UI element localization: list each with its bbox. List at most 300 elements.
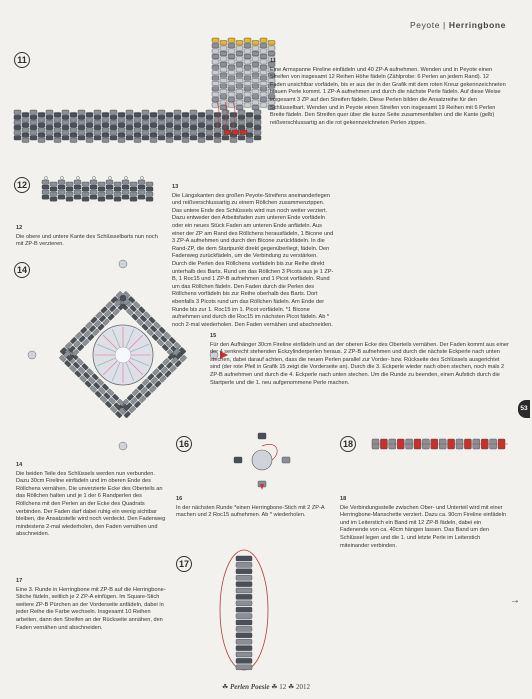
strip-bead	[22, 138, 29, 143]
beard-bead	[244, 43, 251, 48]
strip-bead	[254, 125, 261, 130]
corner-bicone	[119, 442, 127, 450]
strip-bead	[86, 118, 93, 123]
strip-bead	[182, 138, 189, 143]
strip-bead	[142, 125, 149, 130]
beard-bead	[252, 78, 259, 83]
beard-bead	[122, 180, 129, 184]
beard-bead	[252, 57, 259, 62]
beard-bead	[236, 62, 243, 67]
beard-bead	[66, 192, 73, 196]
step-16-text	[176, 496, 336, 520]
beard-bead	[244, 49, 251, 54]
beard-bead	[212, 92, 219, 97]
strip-bead	[134, 113, 141, 118]
edge-bead	[44, 176, 47, 179]
strip-bead	[86, 128, 93, 133]
beard-bead	[260, 38, 267, 43]
strip-bead	[150, 138, 157, 143]
footer-year: 2012	[296, 683, 311, 691]
strip-bead	[38, 133, 45, 138]
beard-bead	[244, 76, 251, 81]
strip-bead	[230, 138, 237, 143]
strip-bead	[94, 130, 101, 135]
beard-bead	[236, 105, 243, 110]
strip-bead	[238, 110, 245, 115]
loop-bead	[236, 569, 252, 574]
beard-bead	[236, 57, 243, 62]
edge-bead	[140, 176, 143, 179]
beard-bead	[268, 41, 275, 46]
beard-bead	[244, 65, 251, 70]
step-16-number: 16	[176, 436, 192, 452]
page-header: Peyote | Herringbone	[409, 20, 506, 30]
loop-bead	[236, 658, 252, 663]
strip-bead	[214, 118, 221, 123]
step-11-title: 11	[270, 58, 276, 64]
step-12-number: 12	[14, 177, 30, 193]
step-12-text	[16, 225, 161, 249]
beard-bead	[228, 70, 235, 75]
beard-bead	[252, 95, 259, 100]
beard-bead	[98, 187, 105, 191]
strip-bead	[222, 120, 229, 125]
loop-bead	[236, 607, 252, 612]
strip-bead	[238, 136, 245, 141]
beard-bead	[260, 76, 267, 81]
step-18-number: 18	[340, 436, 356, 452]
beard-bead	[82, 187, 89, 191]
strip-bead	[174, 130, 181, 135]
strip-bead	[230, 113, 237, 118]
loop-bead	[236, 601, 252, 606]
header-technique-peyote: Peyote	[409, 20, 441, 30]
strip-bead	[70, 138, 77, 143]
strip-bead	[70, 118, 77, 123]
edge-bead	[76, 176, 79, 179]
strip-bead	[110, 110, 117, 115]
strip-bead	[214, 113, 221, 118]
strip-bead	[134, 133, 141, 138]
step-15-title: 15	[210, 333, 217, 339]
edge-bead	[92, 176, 95, 179]
strip-bead	[70, 133, 77, 138]
step-17-body: Eine 3. Runde in Herringbone mit ZP-B auf die Herringbone-Stiche fädeln, seitlich je 2 ZP-A einfügen. Im Square-Stich weitere ZP-B Pürchen an der Vorderseite anfädeln, dabei in jeder Reihe die Farbe wechseln. Insgesamt 10 Reihen arbeiten, dann den Streifen an der Rückseite annähen, den Faden vernähen und abschneiden.	[16, 586, 166, 631]
strip-bead	[30, 136, 37, 141]
header-technique-herringbone: Herringbone	[448, 20, 506, 30]
strip-bead	[30, 120, 37, 125]
loop-bead	[236, 556, 252, 561]
strip-bead	[30, 130, 37, 135]
strip-bead	[190, 130, 197, 135]
strip-bead	[110, 125, 117, 130]
beard-bead	[228, 97, 235, 102]
beard-bead	[106, 195, 113, 199]
strip-bead	[70, 123, 77, 128]
step-16-body: In der nächsten Runde *einen Herringbone-Stich mit 2 ZP-A machen und 2 Roc15 aufnehmen. Ab * wiederholen.	[176, 504, 325, 519]
strip-bead	[54, 113, 61, 118]
step-15-text	[210, 333, 510, 387]
strip-bead	[62, 115, 69, 120]
strip-bead	[118, 113, 125, 118]
strip-bead	[126, 115, 133, 120]
strip-bead	[182, 123, 189, 128]
beard-bead	[90, 195, 97, 199]
strip-bead	[166, 138, 173, 143]
strip-bead	[182, 128, 189, 133]
strip-bead	[174, 120, 181, 125]
strip-bead	[86, 133, 93, 138]
beard-bead	[138, 195, 145, 199]
strip-bead	[110, 115, 117, 120]
beard-bead	[220, 62, 227, 67]
beard-bead	[66, 182, 73, 186]
strip-bead	[118, 133, 125, 138]
strip-bead	[102, 138, 109, 143]
strip-bead	[30, 115, 37, 120]
strip-bead	[118, 123, 125, 128]
strip-bead	[14, 120, 21, 125]
beard-bead	[260, 65, 267, 70]
strip-bead	[110, 130, 117, 135]
strip-bead	[54, 138, 61, 143]
strip-bead	[54, 133, 61, 138]
strip-bead	[78, 120, 85, 125]
strip-bead	[246, 118, 253, 123]
beard-bead	[220, 100, 227, 105]
beard-bead	[252, 73, 259, 78]
beard-bead	[228, 49, 235, 54]
strip-bead	[14, 125, 21, 130]
loop-bead	[236, 646, 252, 651]
beard-bead	[212, 81, 219, 86]
strip-bead	[78, 130, 85, 135]
strip-bead	[86, 113, 93, 118]
beard-bead	[82, 192, 89, 196]
beard-bead	[220, 57, 227, 62]
strip-bead	[102, 133, 109, 138]
beard-bead	[42, 185, 49, 189]
beard-bead	[260, 70, 267, 75]
strip-bead	[158, 125, 165, 130]
beard-bead	[236, 73, 243, 78]
footer-brand: Perlen Poesie	[230, 683, 270, 691]
strip-bead	[110, 136, 117, 141]
beard-bead	[66, 187, 73, 191]
strip-bead	[102, 113, 109, 118]
beard-bead	[122, 190, 129, 194]
beard-bead	[122, 195, 129, 199]
beard-bead	[58, 185, 65, 189]
strip-bead	[198, 128, 205, 133]
beard-bead	[58, 180, 65, 184]
loop-bead	[236, 633, 252, 638]
strip-bead	[86, 138, 93, 143]
footer-issue: 12	[279, 683, 287, 691]
beard-bead	[268, 46, 275, 51]
loop-bead	[236, 575, 252, 580]
strip-bead	[78, 110, 85, 115]
strip-bead	[142, 130, 149, 135]
beard-bead	[228, 92, 235, 97]
strip-bead	[150, 133, 157, 138]
strip-bead	[198, 123, 205, 128]
strip-bead	[118, 138, 125, 143]
beard-bead	[114, 192, 121, 196]
beard-bead	[50, 197, 57, 201]
beard-bead	[212, 60, 219, 65]
beard-bead	[244, 70, 251, 75]
strip-bead	[174, 110, 181, 115]
bicone-bead	[252, 450, 272, 470]
strip-bead	[62, 110, 69, 115]
strip-bead	[38, 138, 45, 143]
strip-bead	[46, 130, 53, 135]
strip-bead	[222, 136, 229, 141]
strip-bead	[142, 120, 149, 125]
strip-bead	[134, 138, 141, 143]
loop-bead	[236, 620, 252, 625]
beard-bead	[212, 65, 219, 70]
beard-bead	[252, 89, 259, 94]
strip-bead	[166, 128, 173, 133]
strip-bead	[142, 136, 149, 141]
beard-bead	[228, 81, 235, 86]
strip-bead	[158, 110, 165, 115]
figure-18-ladder-band	[372, 436, 512, 452]
strip-bead	[62, 136, 69, 141]
strip-bead	[158, 120, 165, 125]
page-number-tab: 53	[518, 400, 530, 418]
step-11-text	[270, 58, 506, 127]
strip-bead	[142, 110, 149, 115]
strip-bead	[198, 138, 205, 143]
strip-bead	[38, 128, 45, 133]
step-18-title: 18	[340, 496, 347, 502]
strip-bead	[94, 115, 101, 120]
beard-bead	[260, 54, 267, 59]
beard-bead	[212, 54, 219, 59]
beard-bead	[212, 87, 219, 92]
strip-bead	[134, 123, 141, 128]
beard-bead	[74, 190, 81, 194]
strip-bead	[62, 125, 69, 130]
beard-bead	[130, 187, 137, 191]
beard-bead	[130, 197, 137, 201]
beard-bead	[236, 78, 243, 83]
strip-bead	[38, 123, 45, 128]
strip-bead	[54, 123, 61, 128]
beard-bead	[114, 182, 121, 186]
beard-bead	[106, 185, 113, 189]
strip-bead	[62, 120, 69, 125]
beard-bead	[114, 197, 121, 201]
strip-bead	[254, 136, 261, 141]
strip-bead	[86, 123, 93, 128]
beard-bead	[138, 190, 145, 194]
strip-bead	[166, 123, 173, 128]
strip-bead	[254, 115, 261, 120]
step-18-body: Die Verbindungsstelle zwischen Ober- und Unterteil wird mit einer Herringbone-Manschette verziert. Dazu ca. 90cm Fireline einfädeln und im Leiterstich ein Band mit 12 ZP-B fädeln, dabei ein Fadenende von ca. 40cm hängen lassen. Das Band um den Schlüssel legen und die 1. und letzte Perle im Leiterstich miteinander verbinden.	[340, 504, 507, 549]
strip-bead	[206, 130, 213, 135]
beard-bead	[244, 92, 251, 97]
beard-bead	[146, 192, 153, 196]
beard-bead	[260, 81, 267, 86]
strip-bead	[70, 113, 77, 118]
beard-bead	[130, 192, 137, 196]
strip-bead	[14, 110, 21, 115]
step-14-title: 14	[16, 462, 23, 468]
beard-bead	[74, 180, 81, 184]
strip-bead	[174, 125, 181, 130]
beard-bead	[74, 185, 81, 189]
red-marker-bead	[224, 130, 231, 135]
beard-bead	[212, 38, 219, 43]
strip-bead	[190, 136, 197, 141]
strip-bead	[118, 128, 125, 133]
strip-bead	[78, 125, 85, 130]
strip-bead	[46, 110, 53, 115]
strip-bead	[222, 110, 229, 115]
strip-bead	[238, 115, 245, 120]
loop-bead	[236, 614, 252, 619]
strip-bead	[78, 136, 85, 141]
beard-bead	[260, 97, 267, 102]
strip-bead	[30, 125, 37, 130]
beard-bead	[252, 84, 259, 89]
edge-bead	[108, 176, 111, 179]
beard-bead	[244, 81, 251, 86]
beard-bead	[236, 68, 243, 73]
beard-bead	[106, 180, 113, 184]
step-14-text	[16, 462, 166, 539]
strip-bead	[222, 115, 229, 120]
strip-bead	[134, 118, 141, 123]
beard-bead	[74, 195, 81, 199]
strip-bead	[70, 128, 77, 133]
strip-bead	[246, 138, 253, 143]
beard-bead	[212, 97, 219, 102]
strip-bead	[94, 110, 101, 115]
beard-bead	[220, 84, 227, 89]
loop-bead	[236, 594, 252, 599]
strip-bead	[94, 136, 101, 141]
strip-bead	[238, 125, 245, 130]
strip-bead	[198, 113, 205, 118]
beard-bead	[260, 43, 267, 48]
strip-bead	[110, 120, 117, 125]
strip-bead	[94, 120, 101, 125]
beard-bead	[42, 180, 49, 184]
strip-bead	[158, 115, 165, 120]
beard-bead	[228, 60, 235, 65]
strip-bead	[118, 118, 125, 123]
loop-bead	[236, 639, 252, 644]
strip-bead	[22, 123, 29, 128]
strip-bead	[46, 136, 53, 141]
strip-bead	[214, 138, 221, 143]
beard-bead	[90, 190, 97, 194]
strip-bead	[22, 113, 29, 118]
strip-bead	[150, 113, 157, 118]
strip-bead	[246, 113, 253, 118]
loop-bead	[236, 626, 252, 631]
beard-bead	[98, 197, 105, 201]
beard-bead	[228, 87, 235, 92]
beard-bead	[244, 103, 251, 108]
step-12-body: Die obere und untere Kante des Schlüsselbarts nun noch mit ZP-B verzieren.	[16, 233, 158, 248]
strip-bead	[62, 130, 69, 135]
step-12-title: 12	[16, 225, 23, 231]
step-17-number: 17	[176, 556, 192, 572]
step-17-text	[16, 578, 168, 632]
page-footer: ☘ Perlen Poesie ☘ 12 ☘ 2012	[221, 683, 311, 691]
beard-bead	[244, 87, 251, 92]
strip-bead	[230, 118, 237, 123]
figure-11-peyote-strip	[14, 38, 264, 138]
figure-12-key-beard	[42, 176, 162, 206]
beard-bead	[212, 49, 219, 54]
beard-bead	[236, 89, 243, 94]
beard-bead	[220, 46, 227, 51]
beard-bead	[220, 95, 227, 100]
strip-bead	[206, 120, 213, 125]
strip-bead	[22, 128, 29, 133]
strip-bead	[182, 118, 189, 123]
beard-bead	[244, 60, 251, 65]
beard-bead	[220, 89, 227, 94]
strip-bead	[126, 125, 133, 130]
strip-bead	[182, 133, 189, 138]
beard-bead	[220, 68, 227, 73]
beard-bead	[244, 54, 251, 59]
strip-bead	[30, 110, 37, 115]
beard-bead	[122, 185, 129, 189]
beard-bead	[130, 182, 137, 186]
step-18-text	[340, 496, 510, 550]
beard-bead	[260, 49, 267, 54]
beard-bead	[260, 60, 267, 65]
strip-bead	[254, 110, 261, 115]
strip-bead	[190, 115, 197, 120]
beard-bead	[252, 46, 259, 51]
strip-bead	[198, 118, 205, 123]
strip-bead	[158, 130, 165, 135]
strip-bead	[134, 128, 141, 133]
beard-bead	[66, 197, 73, 201]
beard-bead	[228, 54, 235, 59]
strip-bead	[46, 125, 53, 130]
beard-bead	[236, 46, 243, 51]
strip-bead	[254, 120, 261, 125]
beard-bead	[138, 180, 145, 184]
strip-bead	[54, 118, 61, 123]
strip-bead	[94, 125, 101, 130]
loop-bead	[236, 582, 252, 587]
beard-bead	[98, 182, 105, 186]
strip-bead	[190, 110, 197, 115]
step-15-body: Für den Aufhänger 30cm Fireline einfädeln und an der oberen Ecke des Oberteils vernähen. Der Faden kommt aus einer der 4 senkrecht stehenden Eckzylinderperlen heraus. 2 ZP-B aufnehmen und durch die nächste Eckperle nach unten stechen, dabei darauf achten, dass die neuen Perlen parallel zur Vorder- bzw. Rückseite des Schlüssels ausgerichtet sind (der rote Pfeil in Grafik 15 zeigt die Vorderseite an). Durch die 3. Eckperle wieder nach oben stechen, noch mals 2 ZP-B aufnehmen und durch die 4. Eckperle nach unten stechen. Um die Runde zu beenden, einen Aufstich durch die Startperle und die 1. neu aufgenommene Perle machen.	[210, 341, 509, 386]
strip-bead	[22, 118, 29, 123]
beard-bead	[90, 180, 97, 184]
strip-bead	[126, 110, 133, 115]
beard-bead	[228, 38, 235, 43]
red-marker-bead	[240, 130, 247, 135]
strip-bead	[46, 120, 53, 125]
herringbone-bead	[282, 457, 290, 463]
loop-bead	[236, 588, 252, 593]
beard-bead	[236, 51, 243, 56]
